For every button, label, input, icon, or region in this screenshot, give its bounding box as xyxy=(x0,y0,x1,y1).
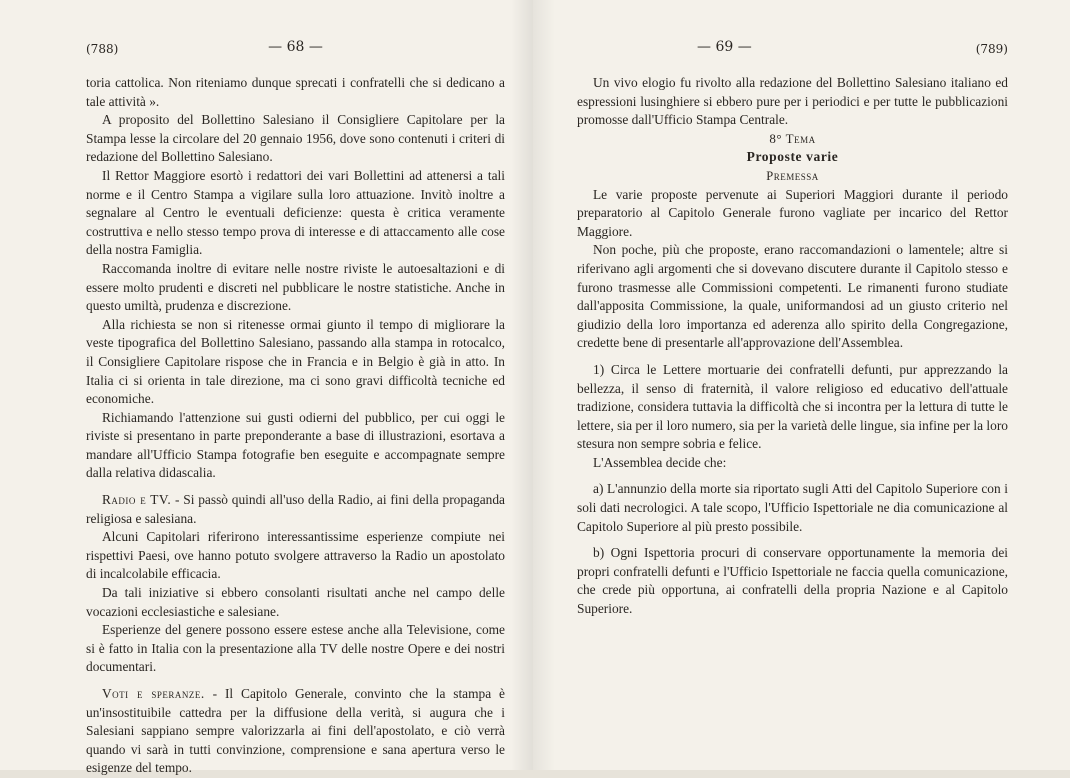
paragraph-item-1: 1) Circa le Lettere mortuarie dei confratelli defunti, pur apprezzando la bellezza, il senso di fraternità, il valore religioso ed educativo dell'attuale tradizione, considera tuttavia la difficoltà che si incontra per la lettura di tutte le lettere, sia per il loro numero, sia per la varietà delle lingue, sia infine per la loro stesura non sempre sobria e felice. xyxy=(577,361,1008,452)
paragraph: Le varie proposte pervenute ai Superiori Maggiori durante il periodo preparatorio al Capitolo Generale furono vagliate per incarico del Rettor Maggiore. xyxy=(577,186,1008,239)
paragraph: Alcuni Capitolari riferirono interessantissime esperienze compiute nei rispettivi Paesi, ove hanno potuto svolgere attraverso la Radio un apostolato di incalcolabile efficacia. xyxy=(86,529,505,582)
right-page xyxy=(533,0,1070,770)
paragraph: Il Rettor Maggiore esortò i redattori dei vari Bollettini ad attenersi a tali norme e il Centro Stampa a vigilare sulla loro attuazione. Invitò inoltre a segnalare al Centro le eventuali deficienze: questa è critica veramente costruttiva e nello stesso tempo prova di interesse e di attaccamento alle cose della nostra Famiglia. xyxy=(86,167,505,258)
paragraph: Alla richiesta se non si ritenesse ormai giunto il tempo di migliorare la veste tipografica del Bollettino Salesiano, passando alla stampa in rotocalco, il Consigliere Capitolare rispose che in Francia e in Belgio è già in atto. In Italia ci si orienta in tale direzione, ma ci sono gravi difficoltà tecniche ed economiche. xyxy=(86,316,505,407)
tema-label: 8° Tema xyxy=(769,130,816,146)
paragraph: Raccomanda inoltre di evitare nelle nostre riviste le autoesaltazioni e di essere molto prudenti e discreti nel pubblicare le nostre statistiche. Anche in questo umiltà, prudenza e discrezione. xyxy=(86,260,505,314)
paragraph-radio-tv xyxy=(86,491,505,528)
paragraph: A proposito del Bollettino Salesiano il Consigliere Capitolare per la Stampa lesse la circolare del 20 gennaio 1956, dove sono contenuti i criteri di redazione del Bollettino Salesiano. xyxy=(86,112,505,165)
paragraph-item-a: a) L'annunzio della morte sia riportato sugli Atti del Capitolo Superiore con i soli dati necrologici. A tale scopo, l'Ufficio Ispettoriale ne dia comunicazione al Capitolo Superiore al più presto possibile. xyxy=(577,481,1008,534)
gutter-shadow-left xyxy=(511,0,533,770)
paragraph: Esperienze del genere possono essere estese anche alla Televisione, come si è fatto in Italia con la presentazione alla TV delle nostre Opere e dei nostri documentari. xyxy=(86,622,505,675)
page-ref-788: (788) xyxy=(86,42,119,56)
subsection-title: Premessa xyxy=(766,168,819,183)
page-number-68: — 68 — xyxy=(268,39,323,55)
paragraph: Da tali iniziative si ebbero consolanti risultati anche nel campo delle vocazioni ecclesiastiche e salesiane. xyxy=(86,585,505,619)
paragraph: Richiamando l'attenzione sui gusti odierni del pubblico, per cui oggi le riviste si presentano in parte preponderante a base di illustrazioni, esortava a mandare all'Ufficio Stampa fotografie ben eseguite e accompagnate sempre dalla relativa didascalia. xyxy=(86,409,505,481)
gutter-shadow-right xyxy=(533,0,555,770)
paragraph-text: - Si passò quindi all'uso della Radio, ai fini della propaganda religiosa e salesiana. xyxy=(86,492,505,526)
left-page-body xyxy=(86,74,505,778)
section-title: Proposte varie xyxy=(746,149,839,165)
page-number-69: — 69 — xyxy=(697,39,752,55)
intro-paragraph: Un vivo elogio fu rivolto alla redazione del Bollettino Salesiano italiano ed espressioni lusinghiere si ebbero pure per i periodici e per tutte le pubblicazioni promosse dall'Ufficio Stampa Centrale. xyxy=(577,75,1008,128)
paragraph: Non poche, più che proposte, erano raccomandazioni o lamentele; altre si riferivano agli argomenti che si dovevano discutere durante il Capitolo stesso e furono trasmesse alle Commissioni competenti. Le rimanenti furono studiate dall'apposita Commissione, la quale, uniformandosi ad un giusto criterio nel giudizio della loro importanza ed aderenza allo spirito della Congregazione, credette bene di presentarle all'approvazione dell'Assemblea. xyxy=(577,242,1008,351)
paragraph-item-b: b) Ogni Ispettoria procuri di conservare opportunamente la memoria dei propri confratelli defunti e l'Ufficio Ispettoriale ne faccia quella comunicazione, che crede più opportuna, ai confratelli della propria Nazione e al Capitolo Superiore. xyxy=(577,545,1008,617)
section-heading-voti-speranze: Voti e speranze. xyxy=(102,686,205,701)
paragraph: L'Assemblea decide che: xyxy=(593,454,727,470)
paragraph-text: - Il Capitolo Generale, convinto che la stampa è un'insostituibile cattedra per la diffusione della verità, si augura che i Salesiani sappiano sempre valorizzarla ai fini dell'apostolato, e ciò verrà quando vi sarà in tutti convinzione, comprensione e sana apertura verso le esigenze del tempo. xyxy=(86,686,505,776)
left-page xyxy=(0,0,533,776)
paragraph-voti-speranze xyxy=(86,685,505,778)
left-page-header xyxy=(86,36,505,60)
section-heading-radio-tv: Radio e TV. xyxy=(102,492,172,508)
right-page-body xyxy=(577,74,1008,619)
page-ref-789: (789) xyxy=(975,42,1008,56)
right-page-header xyxy=(577,36,1008,60)
paragraph: toria cattolica. Non riteniamo dunque sprecati i confratelli che si dedicano a tale attività ». xyxy=(86,75,505,109)
